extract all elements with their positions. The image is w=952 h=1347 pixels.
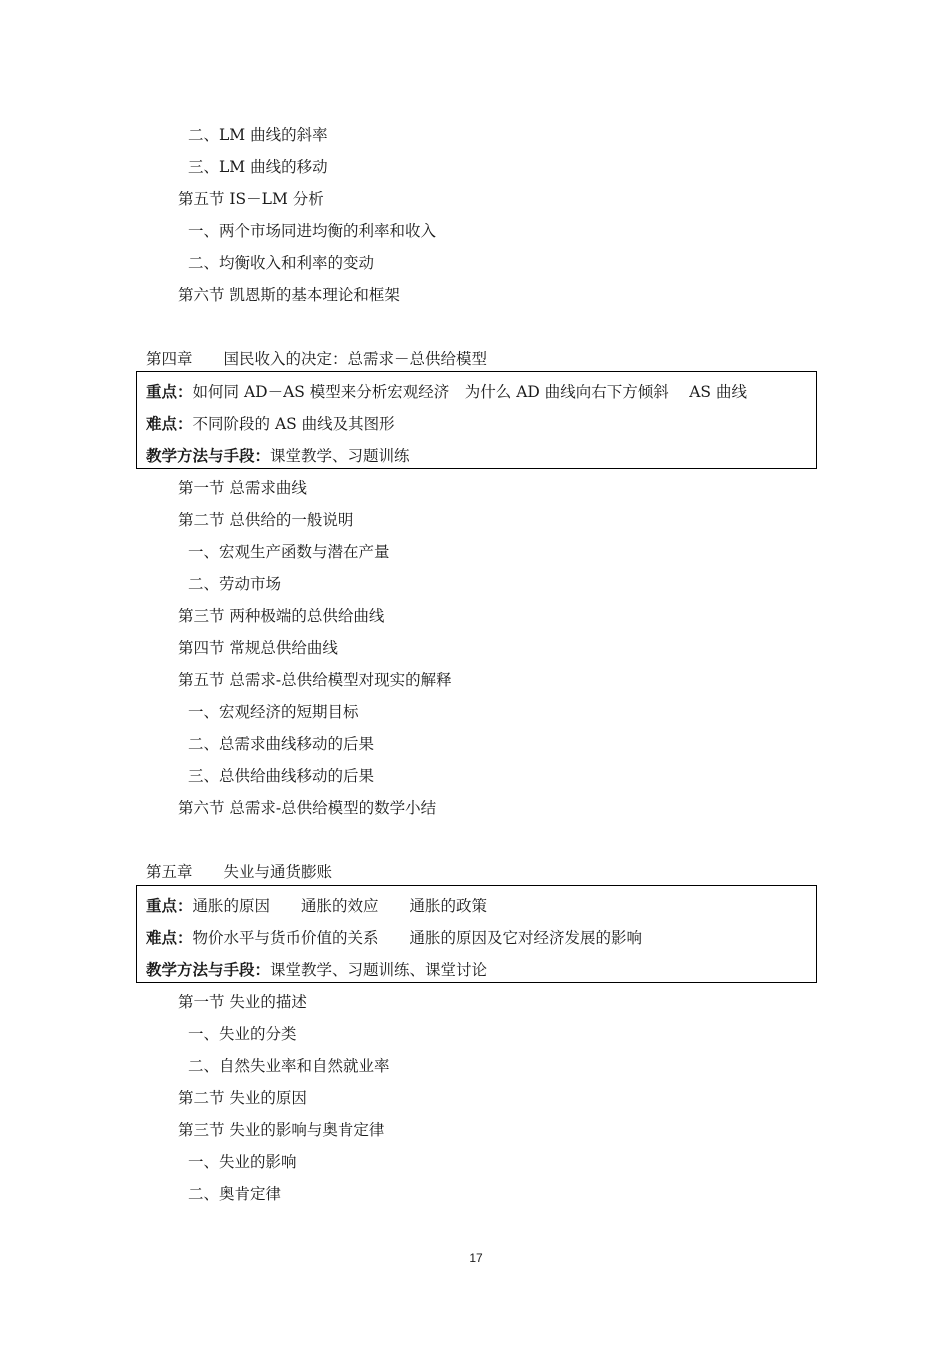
outline-item: 二、自然失业率和自然就业率	[188, 1057, 390, 1075]
key-points-text: 通胀的原因 通胀的效应 通胀的政策	[192, 897, 488, 915]
outline-section: 第五节 总需求-总供给模型对现实的解释	[178, 671, 452, 689]
outline-item: 一、宏观生产函数与潜在产量	[188, 543, 390, 561]
teaching-method-label: 教学方法与手段：	[146, 446, 271, 465]
key-points-row	[146, 896, 487, 916]
outline-section: 第二节 总供给的一般说明	[178, 511, 354, 529]
outline-item: 一、失业的影响	[188, 1153, 297, 1171]
teaching-method-label: 教学方法与手段：	[146, 960, 271, 979]
teaching-method-row	[146, 960, 487, 980]
teaching-method-row	[146, 446, 410, 466]
key-points-label: 重点：	[146, 896, 193, 915]
key-points-text: 如何同 AD－AS 模型来分析宏观经济 为什么 AD 曲线向右下方倾斜 AS 曲线	[192, 383, 747, 401]
chapter-4-title: 第四章 国民收入的决定：总需求－总供给模型	[146, 350, 488, 368]
page-number: 17	[469, 1251, 483, 1265]
difficult-points-text: 物价水平与货币价值的关系 通胀的原因及它对经济发展的影响	[192, 929, 643, 947]
outline-item: 三、总供给曲线移动的后果	[188, 767, 375, 785]
outline-item: 二、均衡收入和利率的变动	[188, 254, 375, 272]
outline-item: 一、两个市场同进均衡的利率和收入	[188, 222, 437, 240]
outline-section: 第六节 总需求-总供给模型的数学小结	[178, 799, 437, 817]
difficult-points-row	[146, 414, 395, 434]
difficult-points-label: 难点：	[146, 414, 193, 433]
chapter-5-summary-box	[136, 885, 817, 983]
outline-section: 第二节 失业的原因	[178, 1089, 307, 1107]
teaching-method-text: 课堂教学、习题训练	[270, 447, 410, 465]
key-points-row	[146, 382, 747, 402]
chapter-4-summary-box	[136, 371, 817, 469]
difficult-points-text: 不同阶段的 AS 曲线及其图形	[192, 415, 395, 433]
outline-item: 二、劳动市场	[188, 575, 282, 593]
outline-section: 第一节 失业的描述	[178, 993, 307, 1011]
difficult-points-label: 难点：	[146, 928, 193, 947]
difficult-points-row	[146, 928, 642, 948]
chapter-5-title: 第五章 失业与通货膨账	[146, 863, 333, 881]
outline-item: 二、奥肯定律	[188, 1185, 282, 1203]
key-points-label: 重点：	[146, 382, 193, 401]
outline-section: 第三节 失业的影响与奥肯定律	[178, 1121, 385, 1139]
outline-item: 一、失业的分类	[188, 1025, 297, 1043]
outline-item: 二、总需求曲线移动的后果	[188, 735, 375, 753]
outline-section: 第五节 IS－LM 分析	[178, 190, 324, 208]
outline-section: 第三节 两种极端的总供给曲线	[178, 607, 385, 625]
outline-section: 第六节 凯恩斯的基本理论和框架	[178, 286, 400, 304]
outline-item: 一、宏观经济的短期目标	[188, 703, 359, 721]
outline-section: 第一节 总需求曲线	[178, 479, 307, 497]
outline-item: 三、LM 曲线的移动	[188, 158, 328, 176]
outline-item: 二、LM 曲线的斜率	[188, 126, 328, 144]
outline-section: 第四节 常规总供给曲线	[178, 639, 338, 657]
teaching-method-text: 课堂教学、习题训练、课堂讨论	[270, 961, 488, 979]
